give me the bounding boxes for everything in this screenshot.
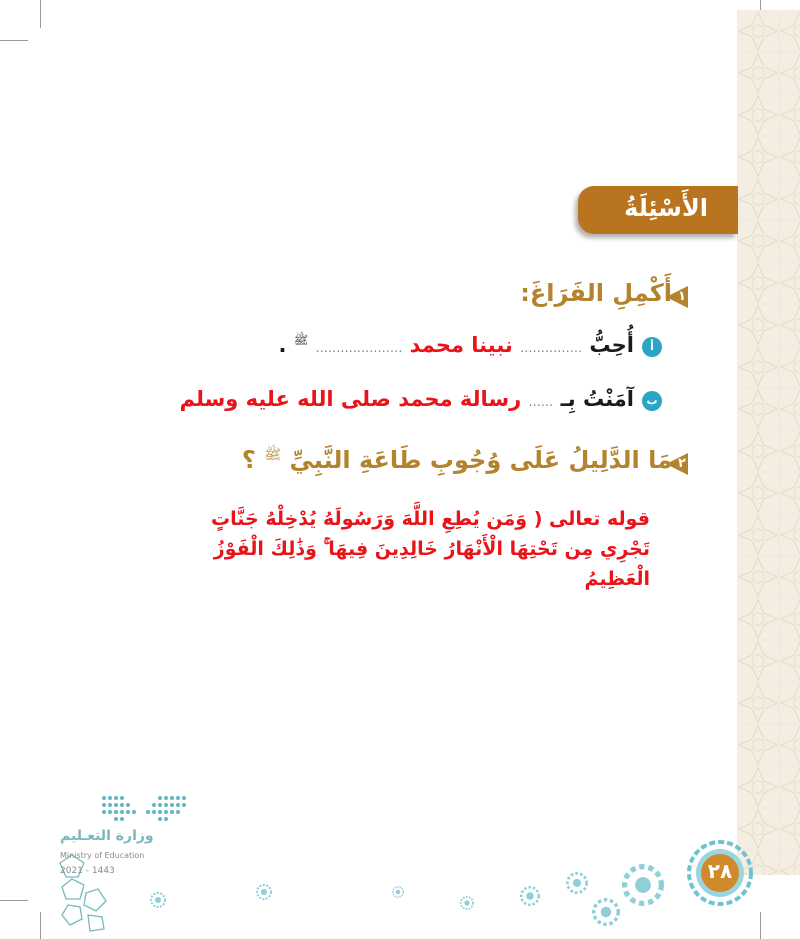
rosette-ornament [256,884,272,900]
page-number-badge [687,840,753,906]
rosette-ornament [592,898,620,926]
fill-blank-item-a [278,333,634,357]
page-number: ٢٨ [707,859,733,883]
item-answer: رسالة محمد صلى الله عليه وسلم [179,387,522,411]
rosette-ornament [622,864,664,906]
section-header-tab [578,186,738,234]
item-blank-dots-trailing: ..................... [315,341,403,356]
decorative-pattern-strip [737,10,800,875]
question-number: ١ [678,289,686,304]
rosette-ornament [566,872,588,894]
ministry-logo [58,793,198,933]
honorific-symbol: ﷺ [264,447,282,463]
rosette-ornament [392,886,404,898]
ministry-name-arabic: وزارة التعـليم [60,828,154,844]
crop-mark-top-left [40,0,41,28]
question-1-text: أَكْمِلِ الفَرَاغَ: [520,279,672,307]
ministry-name-english: Ministry of Education [60,851,145,860]
crop-mark-bottom-left [40,912,41,939]
crop-mark-top-left-h [0,40,28,41]
honorific-symbol: ﷺ [293,333,309,347]
item-answer: نبينا محمد [409,333,513,357]
item-prefix: أُحِبُّ [589,333,634,357]
question-2-text [242,446,672,474]
item-blank-dots: ............... [520,341,583,356]
crop-mark-bottom-left-h [0,900,28,901]
ministry-year: 2021 - 1443 [60,866,115,876]
question-2-body: مَا الدَّلِيلُ عَلَى وُجُوبِ طَاعَةِ النَّبِيِّ [289,446,672,474]
item-letter-badge: أ [642,337,662,357]
question-number: ٢ [678,456,686,471]
item-prefix: آمَنْتُ بِـ [560,387,634,411]
item-blank-dots: ...... [528,395,554,410]
question-2-answer: قوله تعالى ( وَمَن يُطِعِ اللَّهَ وَرَسُولَهُ يُدْخِلْهُ جَنَّاتٍ تَجْرِي مِن تَحْتِهَا الْأَنْهَارُ خَالِدِينَ فِيهَا ۚ وَذَٰلِكَ الْفَوْزُ الْعَظِيمُ [211,508,650,590]
rosette-ornament [460,896,474,910]
rosette-ornament [520,886,540,906]
item-letter-badge: ب [642,391,662,411]
item-end-mark: . [278,333,287,357]
rosette-ornament [150,892,166,908]
crop-mark-bottom-right [760,912,761,939]
section-title: الأَسْئِلَةُ [624,194,708,222]
question-mark: ؟ [241,446,256,474]
fill-blank-item-b [180,387,634,411]
